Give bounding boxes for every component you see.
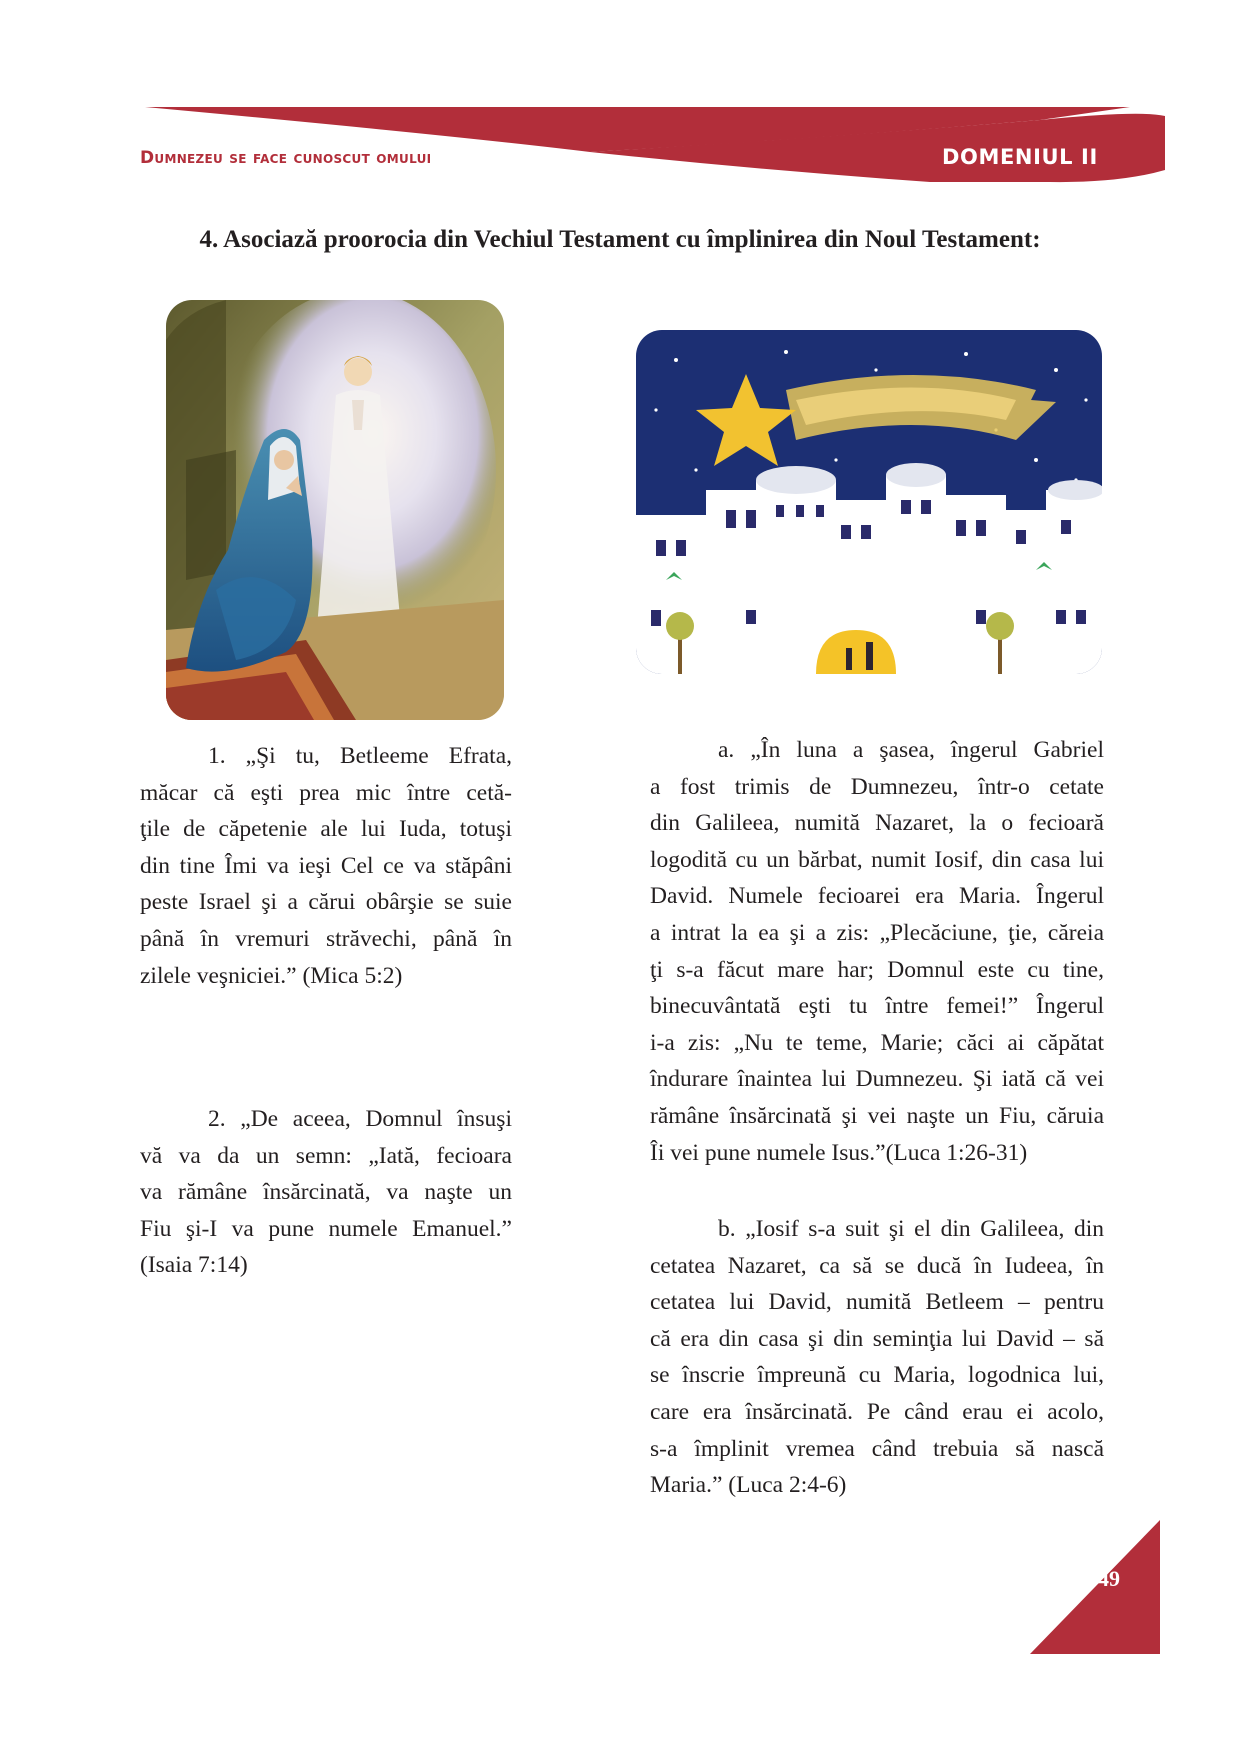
fulfilment-a-line: a. „În luna a şasea, îngerul Gabriel [718, 737, 1104, 763]
exercise-heading: 4. Asociază proorocia din Vechiul Testament cu împlinirea din Noul Testament: [199, 226, 1041, 253]
fulfilment-a-line: îndurare înaintea lui Dumnezeu. Şi iată că vei [650, 1066, 1104, 1093]
chapter-title: Dumnezeu se face cunoscut omului [140, 148, 432, 168]
fulfilment-b-line: b. „Iosif s-a suit şi el din Galileea, din [718, 1216, 1104, 1242]
prophecy-1-line: peste Israel şi a cărui obârşie se suie [140, 889, 512, 916]
fulfilment-a-line: binecuvântată eşti tu între femei!” Îngerul [650, 993, 1104, 1020]
fulfilment-b [650, 1211, 1104, 1504]
domain-label: DOMENIUL II [942, 145, 1098, 169]
fulfilment-a-line: a intrat la ea şi a zis: „Plecăciune, ţie, căreia [650, 919, 1104, 946]
prophecy-1-line: din tine Îmi va ieşi Cel ce va stăpâni [140, 852, 512, 879]
fulfilment-a-line: a fost trimis de Dumnezeu, într-o cetate [650, 773, 1104, 800]
fulfilment-b-line: care era însărcinată. Pe când erau ei acolo, [650, 1398, 1104, 1425]
header-banner [0, 0, 1240, 200]
prophecy-1-line: 1. „Şi tu, Betleeme Efrata, [208, 743, 512, 769]
fulfilment-b-line: se înscrie împreună cu Maria, logodnica lui, [650, 1362, 1104, 1389]
fulfilment-a [650, 732, 1104, 1171]
fulfilment-a-line: logodită cu un bărbat, numit Iosif, din casa lui [650, 846, 1104, 873]
prophecy-1-line: până în vremuri străvechi, până în [140, 925, 512, 952]
fulfilment-a-line: Îi vei pune numele Isus.”(Luca 1:26-31) [650, 1139, 1028, 1166]
fulfilment-b-line: Maria.” (Luca 2:4-6) [650, 1472, 847, 1499]
fulfilment-b-line: cetatea lui David, numită Betleem – pentru [650, 1289, 1104, 1316]
fulfilment-a-line: ţi s-a făcut mare har; Domnul este cu tine, [650, 956, 1104, 983]
prophecy-2 [140, 1101, 512, 1284]
prophecy-1-line: ţile de căpetenie ale lui Iuda, totuşi [140, 816, 512, 843]
prophecy-2-line: Fiu şi-I va pune numele Emanuel.” [140, 1215, 512, 1242]
fulfilment-b-line: că era din casa şi din seminţia lui David – să [650, 1325, 1104, 1352]
annunciation-image [166, 300, 504, 720]
prophecy-2-line: vă va da un semn: „Iată, fecioara [140, 1142, 512, 1169]
prophecy-2-line: (Isaia 7:14) [140, 1252, 248, 1279]
fulfilment-a-line: David. Numele fecioarei era Maria. Îngerul [650, 883, 1104, 910]
prophecy-1-line: zilele veşniciei.” (Mica 5:2) [140, 962, 403, 989]
prophecy-2-line: 2. „De aceea, Domnul însuşi [208, 1106, 512, 1132]
page-number: 49 [1098, 1566, 1120, 1591]
fulfilment-a-line: i-a zis: „Nu te teme, Marie; căci ai căpătat [650, 1029, 1104, 1056]
fulfilment-b-line: s-a împlinit vremea când trebuia să nască [650, 1435, 1104, 1462]
fulfilment-b-line: cetatea Nazaret, ca să se ducă în Iudeea, în [650, 1252, 1104, 1279]
bethlehem-image [636, 330, 1102, 674]
fulfilment-a-line: din Galileea, numită Nazaret, la o fecioară [650, 810, 1104, 837]
prophecy-1-line: măcar că eşti prea mic între cetă- [140, 779, 512, 806]
fulfilment-a-line: rămâne însărcinată şi vei naşte un Fiu, căruia [650, 1102, 1104, 1129]
prophecy-1 [140, 738, 512, 994]
prophecy-2-line: va rămâne însărcinată, va naşte un [140, 1179, 512, 1206]
page-corner-triangle [1030, 1520, 1160, 1654]
